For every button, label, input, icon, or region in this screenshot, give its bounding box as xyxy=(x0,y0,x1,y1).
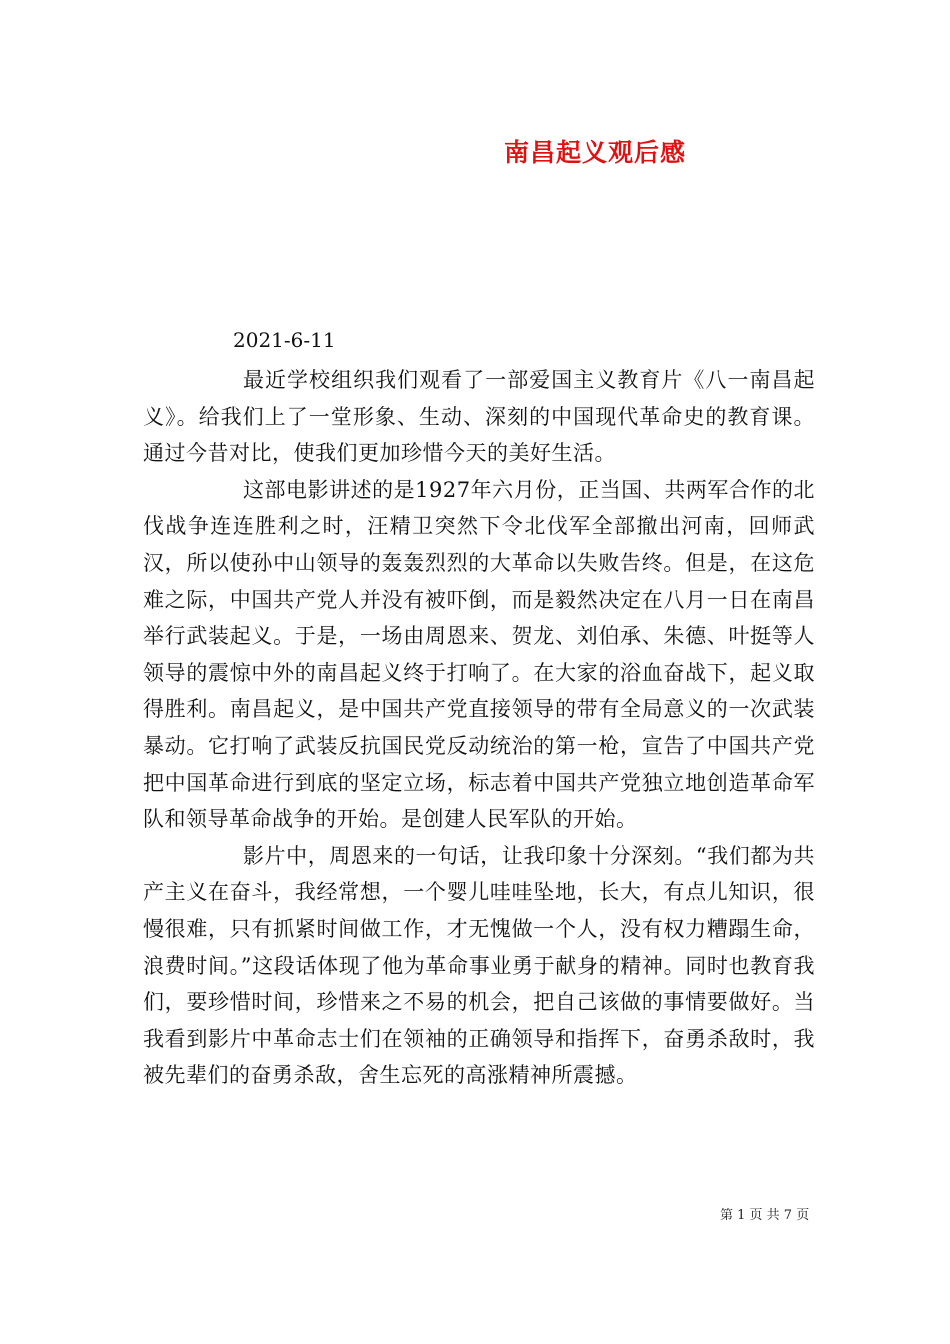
document-body xyxy=(143,362,815,1094)
document-title: 南昌起义观后感 xyxy=(503,138,686,167)
paragraph-2: 这部电影讲述的是1927年六月份，正当国、共两军合作的北伐战争连连胜利之时，汪精卫突然下令北伐军全部撤出河南，回师武汉，所以使孙中山领导的轰轰烈烈的大革命以失败告终。但是，在这危难之际，中国共产党人并没有被吓倒，而是毅然决定在八月一日在南昌举行武装起义。于是，一场由周恩来、贺龙、刘伯承、朱德、叶挺等人领导的震惊中外的南昌起义终于打响了。在大家的浴血奋战下，起义取得胜利。南昌起义，是中国共产党直接领导的带有全局意义的一次武装暴动。它打响了武装反抗国民党反动统治的第一枪，宣告了中国共产党把中国革命进行到底的坚定立场，标志着中国共产党独立地创造革命军队和领导革命战争的开始。是创建人民军队的开始。 xyxy=(143,477,815,832)
paragraph-3: 影片中，周恩来的一句话，让我印象十分深刻。“我们都为共产主义在奋斗，我经常想，一个婴儿哇哇坠地，长大，有点儿知识，很慢很难，只有抓紧时间做工作，才无愧做一个人，没有权力糟蹋生命，浪费时间。”这段话体现了他为革命事业勇于献身的精神。同时也教育我们，要珍惜时间，珍惜来之不易的机会，把自己该做的事情要做好。当我看到影片中革命志士们在领袖的正确领导和指挥下，奋勇杀敌时，我被先辈们的奋勇杀敌，舍生忘死的高涨精神所震撼。 xyxy=(143,843,815,1088)
document-date: 2021-6-11 xyxy=(233,328,336,352)
paragraph-1: 最近学校组织我们观看了一部爱国主义教育片《八一南昌起义》。给我们上了一堂形象、生动、深刻的中国现代革命史的教育课。通过今昔对比，使我们更加珍惜今天的美好生活。 xyxy=(143,368,815,466)
page-footer: 第 1 页 共 7 页 xyxy=(720,1208,810,1223)
